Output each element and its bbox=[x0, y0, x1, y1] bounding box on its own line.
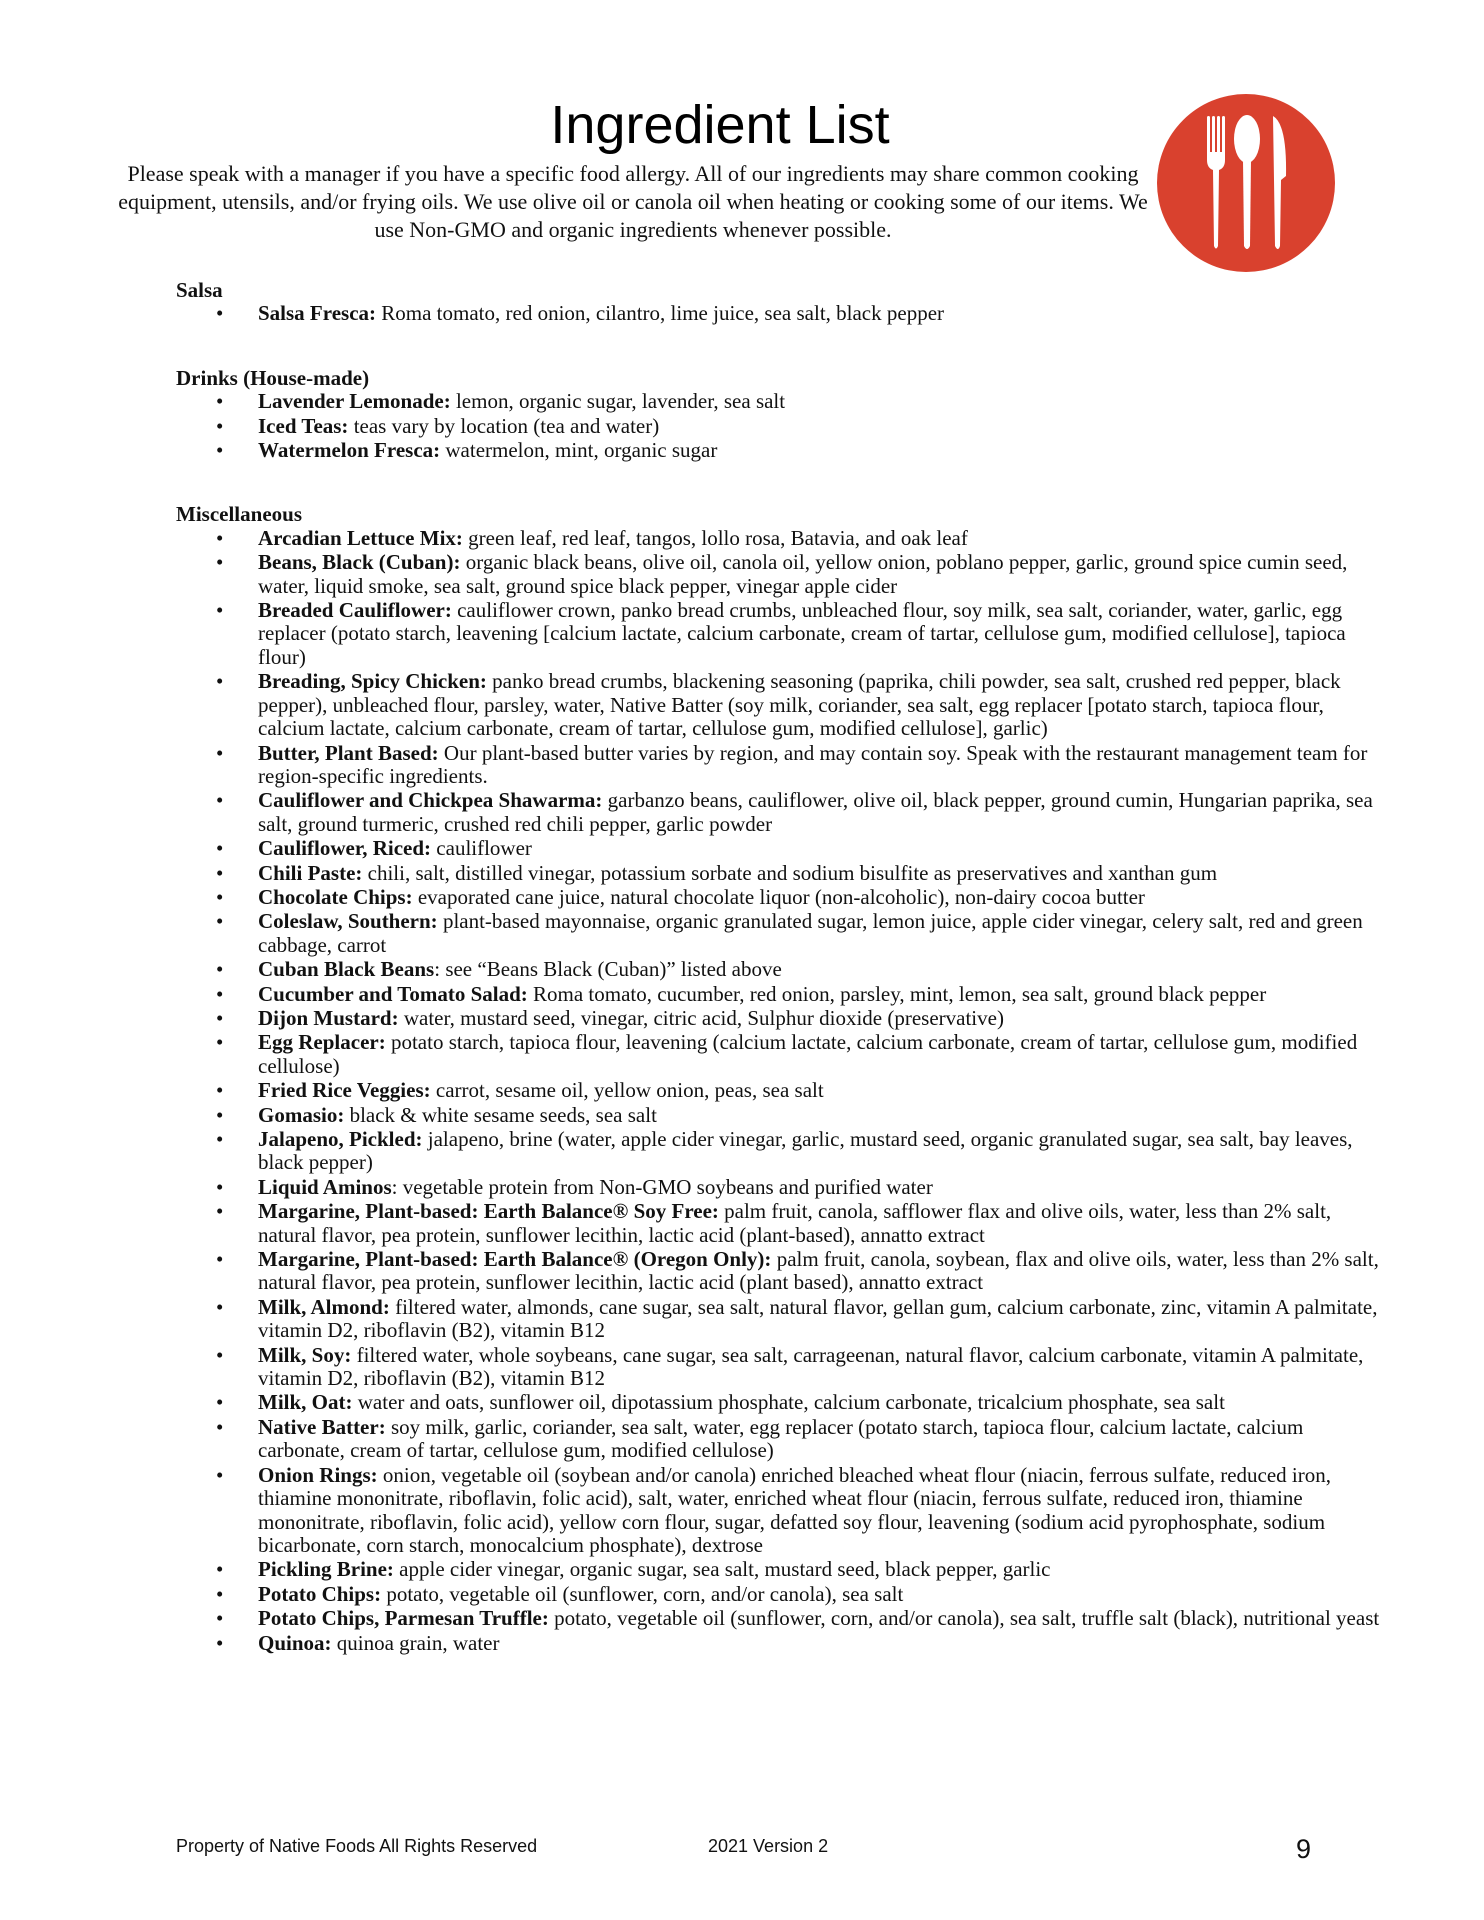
ingredient-description: potato starch, tapioca flour, leavening (calcium lactate, calcium carbonate, cream of tartar, cellulose gum, modified cellulose) bbox=[258, 1030, 1358, 1078]
list-item bbox=[258, 789, 1381, 836]
list-item bbox=[258, 527, 1381, 550]
ingredient-description: watermelon, mint, organic sugar bbox=[440, 438, 718, 463]
ingredient-description: onion, vegetable oil (soybean and/or canola) enriched bleached wheat flour (niacin, ferrous sulfate, reduced iron, thiamine mononitrate, riboflavin, folic acid), salt, water, enriched wheat flour (niacin, ferrous sulfate, reduced iron, thiamine mononitrate, riboflavin, folic acid), yellow corn flour, sugar, defatted soy flour, leavening (sodium acid pyrophosphate, sodium bicarbonate, corn starch, monocalcium phosphate), dextrose bbox=[258, 1462, 1331, 1557]
list-item bbox=[258, 1416, 1381, 1463]
ingredient-name: Breaded Cauliflower: bbox=[258, 598, 452, 623]
ingredient-description: potato, vegetable oil (sunflower, corn, and/or canola), sea salt, truffle salt (black), nutritional yeast bbox=[548, 1606, 1380, 1631]
list-item bbox=[258, 1391, 1381, 1414]
ingredient-name: Dijon Mustard: bbox=[258, 1005, 399, 1030]
ingredient-name: Salsa Fresca: bbox=[258, 301, 377, 326]
ingredient-name: Milk, Soy: bbox=[258, 1342, 352, 1367]
ingredient-description: water and oats, sunflower oil, dipotassium phosphate, calcium carbonate, tricalcium phosphate, sea salt bbox=[352, 1390, 1225, 1415]
ingredient-description: garbanzo beans, cauliflower, olive oil, black pepper, ground cumin, Hungarian paprika, sea salt, ground turmeric, crushed red chili pepper, garlic powder bbox=[258, 788, 1373, 836]
ingredient-name: Pickling Brine: bbox=[258, 1557, 394, 1582]
ingredient-description: green leaf, red leaf, tangos, lollo rosa, Batavia, and oak leaf bbox=[462, 525, 968, 550]
ingredient-name: Arcadian Lettuce Mix: bbox=[258, 525, 463, 550]
list-item bbox=[258, 837, 1381, 860]
ingredient-description: palm fruit, canola, soybean, flax and olive oils, water, less than 2% salt, natural flavor, pea protein, sunflower lecithin, lactic acid (plant based), annatto extract bbox=[258, 1247, 1379, 1295]
ingredient-description: palm fruit, canola, safflower flax and olive oils, water, less than 2% salt, natural flavor, pea protein, sunflower lecithin, lactic acid (plant-based), annatto extract bbox=[258, 1199, 1332, 1247]
ingredient-description: evaporated cane juice, natural chocolate liquor (non-alcoholic), non-dairy cocoa butter bbox=[412, 884, 1145, 909]
section-title: Drinks (House-made) bbox=[176, 365, 370, 390]
list-item bbox=[258, 1344, 1381, 1391]
ingredient-description: cauliflower crown, panko bread crumbs, unbleached flour, soy milk, sea salt, coriander, water, garlic, egg replacer (potato starch, leavening [calcium lactate, calcium carbonate, cream of tartar, cellulose gum, modified cellulose], tapioca flour) bbox=[258, 598, 1346, 669]
ingredient-name: Jalapeno, Pickled: bbox=[258, 1127, 423, 1151]
list-item bbox=[258, 599, 1381, 669]
section-salsa bbox=[176, 279, 1381, 326]
section-miscellaneous bbox=[176, 503, 1381, 1655]
ingredient-name: Iced Teas: bbox=[258, 413, 349, 438]
list-item bbox=[258, 302, 1381, 325]
ingredient-name: Milk, Oat: bbox=[258, 1390, 353, 1415]
allergy-notice: Please speak with a manager if you have a specific food allergy. All of our ingredients may share common cooking equipment, utensils, and/or frying oils. We use olive oil or canola oil when heating or cooking some of our items. We use Non-GMO and organic ingredients whenever possible. bbox=[118, 161, 1148, 242]
ingredient-name: Cauliflower and Chickpea Shawarma: bbox=[258, 788, 603, 813]
ingredient-description: potato, vegetable oil (sunflower, corn, and/or canola), sea salt bbox=[381, 1581, 904, 1606]
ingredient-name: Chili Paste: bbox=[258, 860, 363, 885]
list-item bbox=[258, 1079, 1381, 1102]
ingredient-description: plant-based mayonnaise, organic granulated sugar, lemon juice, apple cider vinegar, celery salt, red and green cabbage, carrot bbox=[258, 909, 1363, 957]
list-item bbox=[258, 551, 1381, 598]
list-item bbox=[258, 1607, 1381, 1630]
list-item bbox=[258, 1632, 1381, 1655]
ingredient-list bbox=[176, 279, 1381, 1656]
footer-copyright: Property of Native Foods All Rights Reserved bbox=[176, 1836, 538, 1856]
section-title: Miscellaneous bbox=[176, 502, 302, 527]
ingredient-description: teas vary by location (tea and water) bbox=[348, 413, 660, 438]
ingredient-description: organic black beans, olive oil, canola oil, yellow onion, poblano pepper, garlic, ground spice cumin seed, water, liquid smoke, sea salt, ground spice black pepper, vinegar apple cider bbox=[258, 550, 1348, 598]
ingredient-description: black & white sesame seeds, sea salt bbox=[344, 1102, 657, 1127]
fork-spoon-knife-icon bbox=[1157, 94, 1335, 272]
section-drinks-house-made bbox=[176, 367, 1381, 463]
ingredient-items bbox=[176, 302, 1381, 325]
ingredient-name: Butter, Plant Based: bbox=[258, 740, 439, 765]
ingredient-name: Native Batter: bbox=[258, 1414, 386, 1439]
list-item bbox=[258, 1128, 1381, 1175]
ingredient-name: Coleslaw, Southern: bbox=[258, 909, 438, 934]
list-item bbox=[258, 1296, 1381, 1343]
ingredient-description: Roma tomato, cucumber, red onion, parsley, mint, lemon, sea salt, ground black pepper bbox=[527, 981, 1267, 1006]
ingredient-name: Fried Rice Veggies: bbox=[258, 1078, 431, 1103]
ingredient-description: water, mustard seed, vinegar, citric acid, Sulphur dioxide (preservative) bbox=[398, 1005, 1004, 1030]
list-item bbox=[258, 983, 1381, 1006]
ingredient-name: Potato Chips: bbox=[258, 1581, 382, 1606]
list-item bbox=[258, 1248, 1381, 1295]
ingredient-name: Quinoa: bbox=[258, 1630, 332, 1655]
ingredient-name: Beans, Black (Cuban): bbox=[258, 550, 461, 575]
ingredient-description: chili, salt, distilled vinegar, potassium sorbate and sodium bisulfite as preservatives and xanthan gum bbox=[362, 860, 1218, 885]
ingredient-name: Cauliflower, Riced: bbox=[258, 836, 432, 861]
ingredient-description: lemon, organic sugar, lavender, sea salt bbox=[450, 389, 786, 414]
ingredient-description: Our plant-based butter varies by region, and may contain soy. Speak with the restaurant management team for region-specific ingredients. bbox=[258, 740, 1368, 788]
ingredient-description: carrot, sesame oil, yellow onion, peas, sea salt bbox=[430, 1078, 824, 1103]
ingredient-name: Milk, Almond: bbox=[258, 1294, 390, 1319]
list-item bbox=[258, 670, 1381, 740]
ingredient-description: apple cider vinegar, organic sugar, sea salt, mustard seed, black pepper, garlic bbox=[393, 1557, 1051, 1582]
list-item bbox=[258, 910, 1381, 957]
ingredient-name: Watermelon Fresca: bbox=[258, 438, 441, 463]
list-item bbox=[258, 415, 1381, 438]
ingredient-description: : see “Beans Black (Cuban)” listed above bbox=[434, 957, 782, 982]
list-item bbox=[258, 1583, 1381, 1606]
list-item bbox=[258, 886, 1381, 909]
ingredient-description: soy milk, garlic, coriander, sea salt, water, egg replacer (potato starch, tapioca flour, calcium lactate, calcium carbonate, cream of tartar, cellulose gum, modified cellulose) bbox=[258, 1414, 1304, 1463]
ingredient-name: Onion Rings: bbox=[258, 1462, 378, 1487]
ingredient-name: Margarine, Plant-based: Earth Balance® Soy Free: bbox=[258, 1199, 719, 1224]
ingredient-name: Cuban Black Beans bbox=[258, 957, 435, 982]
ingredient-description: quinoa grain, water bbox=[331, 1630, 500, 1655]
ingredient-description: cauliflower bbox=[431, 836, 532, 861]
ingredient-items bbox=[176, 390, 1381, 462]
list-item bbox=[258, 1176, 1381, 1199]
ingredient-name: Egg Replacer: bbox=[258, 1030, 386, 1055]
page-title: Ingredient List bbox=[550, 95, 890, 155]
list-item bbox=[258, 1464, 1381, 1558]
section-title: Salsa bbox=[176, 278, 223, 302]
ingredient-name: Cucumber and Tomato Salad: bbox=[258, 981, 528, 1006]
ingredient-name: Gomasio: bbox=[258, 1102, 345, 1127]
list-item bbox=[258, 1104, 1381, 1127]
ingredient-name: Chocolate Chips: bbox=[258, 884, 413, 909]
ingredient-description: filtered water, whole soybeans, cane sugar, sea salt, carrageenan, natural flavor, calcium carbonate, vitamin A palmitate, vitamin D2, riboflavin (B2), vitamin B12 bbox=[258, 1342, 1364, 1391]
ingredient-description: jalapeno, brine (water, apple cider vinegar, garlic, mustard seed, organic granulated sugar, sea salt, bay leaves, black pepper) bbox=[258, 1127, 1353, 1175]
list-item bbox=[258, 1200, 1381, 1247]
list-item bbox=[258, 742, 1381, 789]
list-item bbox=[258, 390, 1381, 413]
ingredient-description: panko bread crumbs, blackening seasoning (paprika, chili powder, sea salt, crushed red pepper, black pepper), unbleached flour, parsley, water, Native Batter (soy milk, coriander, sea salt, egg replacer [potato starch, tapioca flour, calcium lactate, calcium carbonate, cream of tartar, cellulose gum, modified cellulose], garlic) bbox=[258, 669, 1341, 741]
ingredient-items bbox=[176, 527, 1381, 1655]
ingredient-name: Margarine, Plant-based: Earth Balance® (Oregon Only): bbox=[258, 1247, 772, 1272]
ingredient-description: : vegetable protein from Non-GMO soybeans and purified water bbox=[391, 1174, 933, 1199]
ingredient-name: Potato Chips, Parmesan Truffle: bbox=[258, 1606, 549, 1631]
ingredient-description: Roma tomato, red onion, cilantro, lime juice, sea salt, black pepper bbox=[376, 301, 945, 326]
list-item bbox=[258, 1031, 1381, 1078]
footer-version: 2021 Version 2 bbox=[708, 1836, 829, 1856]
list-item bbox=[258, 1007, 1381, 1030]
list-item bbox=[258, 439, 1381, 462]
ingredient-name: Liquid Aminos bbox=[258, 1174, 392, 1199]
list-item bbox=[258, 958, 1381, 981]
list-item bbox=[258, 1558, 1381, 1581]
list-item bbox=[258, 862, 1381, 885]
ingredient-description: filtered water, almonds, cane sugar, sea salt, natural flavor, gellan gum, calcium carbonate, zinc, vitamin A palmitate, vitamin D2, riboflavin (B2), vitamin B12 bbox=[258, 1294, 1378, 1343]
ingredient-name: Lavender Lemonade: bbox=[258, 389, 451, 414]
page-number: 9 bbox=[1296, 1834, 1312, 1864]
ingredient-name: Breading, Spicy Chicken: bbox=[258, 669, 487, 694]
